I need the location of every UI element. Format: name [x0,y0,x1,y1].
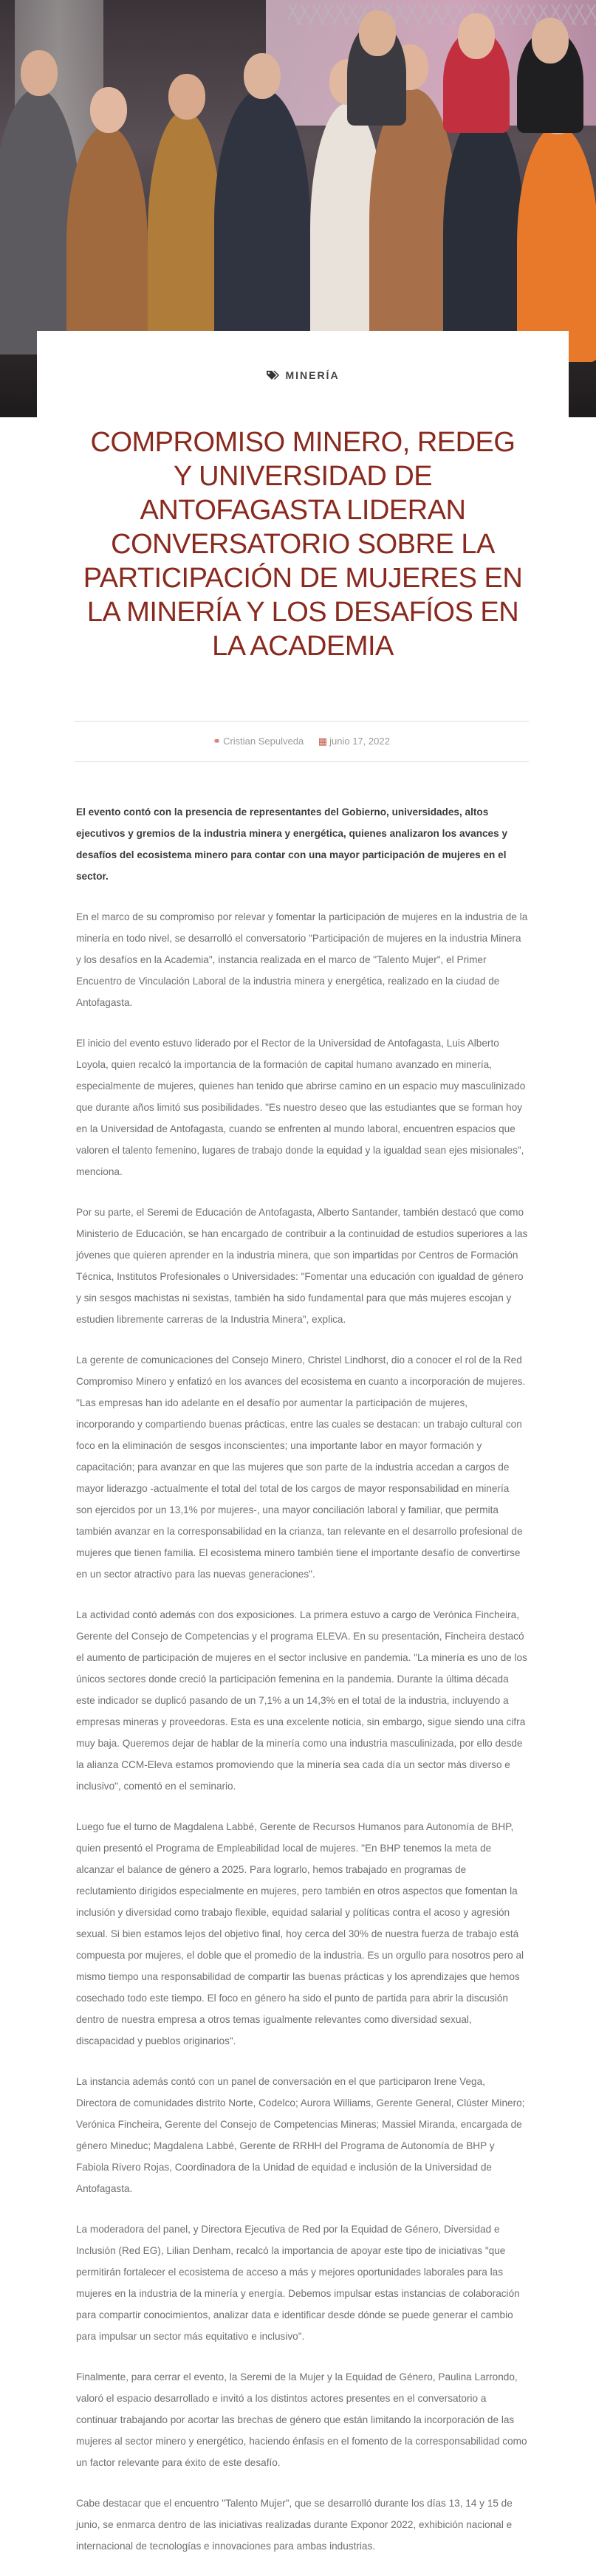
article-paragraph: Luego fue el turno de Magdalena Labbé, Gerente de Recursos Humanos para Autonomía de BHP, quien presentó el Programa de Empleabilidad local de mujeres. "En BHP tenemos la meta de alcanzar el balance de género a 2025. Para lograrlo, hemos trabajado en programas de reclutamiento dirigidos especialmente en mujeres, pero también en otros aspectos que fomentan la inclusión y diversidad como trabajo flexible, equidad salarial y políticas contra el acoso y agresión sexual. Si bien estamos lejos del objetivo final, hoy cerca del 30% de nuestra fuerza de trabajo está compuesta por mujeres, el doble que el promedio de la industria. Es un orgullo para nosotros pero al mismo tiempo una responsabilidad de compartir las buenas prácticas y los aprendizajes que hemos cosechado todo este tiempo. El foco en género ha sido el punto de partida para abrir la discusión dentro de nuestra empresa a otros temas igualmente relevantes como diversidad sexual, discapacidad y pueblos originarios". [76,1821,524,2046]
tag-icon [266,370,279,383]
article-paragraph: La instancia además contó con un panel de conversación en el que participaron Irene Vega, Directora de comunidades distrito Norte, Codelco; Aurora Williams, Gerente General, Clúster Minero; Verónica Fincheira, Gerente del Consejo de Competencias Mineras; Massiel Miranda, encargada de género Mineduc; Magdalena Labbé, Gerente de RRHH del Programa de Autonomía de BHP y Fabiola Rivero Rojas, Coordinadora de la Unidad de equidad e inclusión de la Universidad de Antofagasta. [76,2076,525,2194]
article-paragraph: Finalmente, para cerrar el evento, la Seremi de la Mujer y la Equidad de Género, Paulina Larrondo, valoró el espacio desarrollado e invitó a los distintos actores presentes en el conversatorio a continuar trabajando por acortar las brechas de género que están limitando la incorporación de las mujeres al sector minero y energético, haciendo énfasis en el fomento de la corresponsabilidad como un factor relevante para éxito de este desafío. [76,2371,527,2468]
category-label[interactable] [37,369,569,383]
author-link[interactable] [213,736,306,747]
article-meta [74,721,529,762]
article-paragraph: La gerente de comunicaciones del Consejo Minero, Christel Lindhorst, dio a conocer el rol de la Red Compromiso Minero y enfatizó en los avances del ecosistema en cuanto a incorporación de mujeres. "Las empresas han ido adelante en el desafío por aumentar la participación de mujeres, incorporando y compartiendo buenas prácticas, entre las cuales se destacan: un trabajo cultural con foco en la eliminación de sesgos inconscientes; una importante labor en mayor formación y capacitación; para avanzar en que las mujeres que son parte de la industria accedan a cargos de mayor liderazgo -actualmente el total del total de los cargos de mayor responsabilidad en minería son ejercidos por un 13,1% por mujeres-, una mayor conciliación laboral y familiar, que permita también avanzar en la corresponsabilidad en la crianza, tan relevante en el desarrollo profesional de mujeres que tienen familia. El ecosistema minero también tiene el importante desafío de convertirse en un sector atractivo para las nuevas generaciones". [76,1354,526,1580]
article-lead: El evento contó con la presencia de representantes del Gobierno, universidades, altos ejecutivos y gremios de la industria minera y energética, quienes analizaron los avances y desafíos del ecosistema minero para contar con una mayor participación de mujeres en el sector. [76,806,508,882]
article-title: COMPROMISO MINERO, REDEG Y UNIVERSIDAD DE ANTOFAGASTA LIDERAN CONVERSATORIO SOBRE LA PARTICIPACIÓN DE MUJERES EN LA MINERÍA Y LOS DESAFÍOS EN LA ACADEMIA [83,427,523,662]
user-icon: ⚭ [213,736,222,747]
article-paragraph: Por su parte, el Seremi de Educación de Antofagasta, Alberto Santander, también destacó que como Ministerio de Educación, se han encargado de contribuir a la continuidad de estudios superiores a las jóvenes que quieren aprender en la industria minera, que son impartidas por Centros de Formación Técnica, Institutos Profesionales o Universidades: "Fomentar una educación con igualdad de género y sin sesgos machistas ni sexistas, también ha sido fundamental para que más mujeres escojan y estudien libremente carreras de la Industria Minera", explica. [76,1207,528,1325]
date-link[interactable] [318,736,390,747]
article-paragraph: El inicio del evento estuvo liderado por el Rector de la Universidad de Antofagasta, Luis Alberto Loyola, quien recalcó la importancia de la formación de capital humano avanzado en minería, especialmente de mujeres, quienes han tenido que abrirse camino en un espacio muy masculinizado que durante años limitó sus posibilidades. "Es nuestro deseo que las estudiantes que se forman hoy en la Universidad de Antofagasta, cuando se enfrenten al mundo laboral, encuentren espacios que valoren el talento femenino, lugares de trabajo donde la equidad y la igualdad sean ejes misionales", menciona. [76,1038,526,1177]
category-text: MINERÍA [285,369,340,381]
article-paragraph: Cabe destacar que el encuentro "Talento Mujer", que se desarrolló durante los días 13, 14 y 15 de junio, se enmarca dentro de las iniciativas realizadas durante Exponor 2022, exhibición nacional e internacional de tecnologías e innovaciones para ambas industrias. [76,2498,513,2552]
article-body [76,801,528,2576]
article-paragraph: En el marco de su compromiso por relevar y fomentar la participación de mujeres en la industria de la minería en todo nivel, se desarrolló el conversatorio "Participación de mujeres en la industria Minera y los desafíos en la Academia", instancia realizada en el marco de "Talento Mujer", el Primer Encuentro de Vinculación Laboral de la industria minera y energética, realizado en la ciudad de Antofagasta. [76,911,528,1008]
article-paragraph: La moderadora del panel, y Directora Ejecutiva de Red por la Equidad de Género, Diversidad e Inclusión (Red EG), Lilian Denham, recalcó la importancia de apoyar este tipo de iniciativas "que permitirán fortalecer el ecosistema de acceso a más y mejores oportunidades laborales para las mujeres en la industria de la minería y energía. Debemos impulsar estas instancias de colaboración para compartir conocimientos, analizar data e identificar desde dónde se puede generar el cambio para impulsar un sector más equitativo e inclusivo". [76,2224,520,2342]
calendar-icon: ▦ [318,736,328,747]
post-date: junio 17, 2022 [329,736,390,747]
author-name: Cristian Sepulveda [223,736,304,747]
article-paragraph: La actividad contó además con dos exposiciones. La primera estuvo a cargo de Verónica Fincheira, Gerente del Consejo de Competencias y el programa ELEVA. En su presentación, Fincheira destacó el aumento de participación de mujeres en el sector inclusive en pandemia. "La minería es uno de los únicos sectores donde creció la participación femenina en la pandemia. Durante la última década este indicador se duplicó pasando de un 7,1% a un 14,3% en el total de la industria, incluyendo a empresas mineras y proveedoras. Esta es una excelente noticia, sin embargo, sigue siendo una cifra muy baja. Queremos dejar de hablar de la minería como una industria masculinizada, por ello desde la alianza CCM-Eleva estamos promoviendo que la minería sea cada día un sector más diverso e inclusivo", comentó en el seminario. [76,1609,527,1792]
